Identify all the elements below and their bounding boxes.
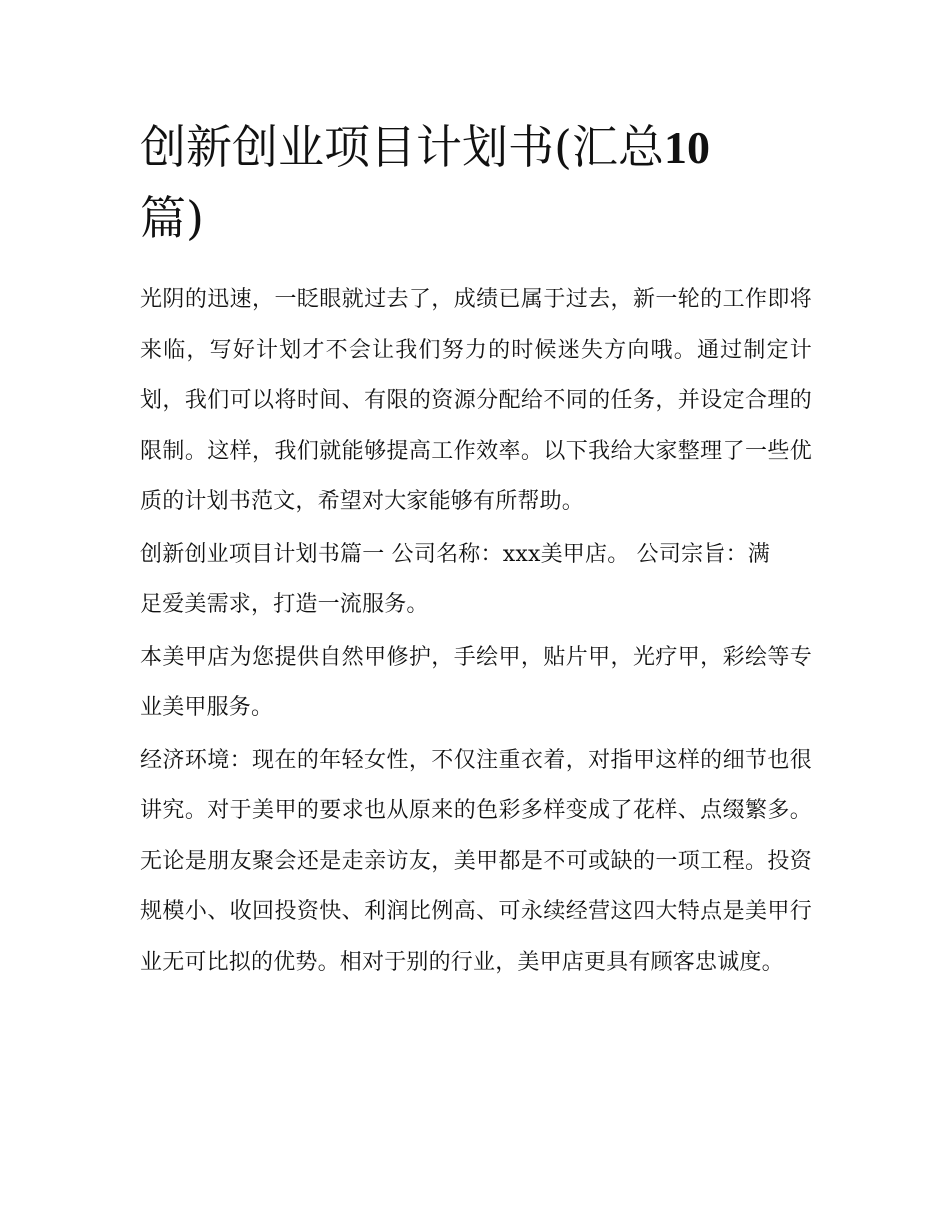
paragraph-economic-environment: 经济环境：现在的年轻女性，不仅注重衣着，对指甲这样的细节也很讲究。对于美甲的要求也从原来的色彩多样变成了花样、点缀繁多。无论是朋友聚会还是走亲访友，美甲都是不可或缺的一项工程。投资规模小、收回投资快、利润比例高、可永续经营这四大特点是美甲行业无可比拟的优势。相对于别的行业，美甲店更具有顾客忠诚度。 bbox=[140, 747, 812, 975]
title-text: 创新创业项目计划书(汇总 bbox=[140, 120, 664, 174]
document-title bbox=[140, 112, 812, 253]
document-page bbox=[140, 112, 812, 990]
paragraph-services: 本美甲店为您提供自然甲修护，手绘甲，贴片甲，光疗甲，彩绘等专业美甲服务。 bbox=[140, 644, 812, 720]
paragraph-company-info: 创新创业项目计划书篇一 公司名称：xxx美甲店。 公司宗旨：满足爱美需求，打造一流服务。 bbox=[140, 541, 770, 617]
title-number: 10 bbox=[663, 122, 710, 173]
paragraph-intro: 光阴的迅速，一眨眼就过去了，成绩已属于过去，新一轮的工作即将来临，写好计划才不会让我们努力的时候迷失方向哦。通过制定计划，我们可以将时间、有限的资源分配给不同的任务，并设定合理的限制。这样，我们就能够提高工作效率。以下我给大家整理了一些优质的计划书范文，希望对大家能够有所帮助。 bbox=[140, 287, 812, 514]
title-tail: 篇) bbox=[140, 191, 204, 245]
